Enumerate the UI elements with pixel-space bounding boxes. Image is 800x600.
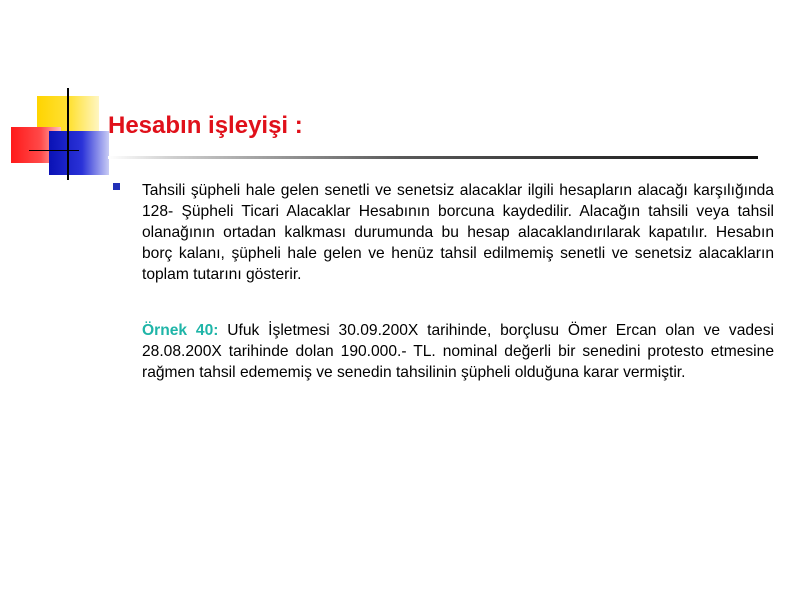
example-label: Örnek 40:: [142, 322, 219, 339]
slide-title: Hesabın işleyişi :: [108, 112, 303, 139]
paragraph-main: Tahsili şüpheli hale gelen senetli ve senetsiz alacaklar ilgili hesapların alacağı karşılığında 128- Şüpheli Ticari Alacaklar Hesabının borcuna kaydedilir. Alacağın tahsili veya tahsil olanağının ortadan kalkması durumunda bu hesap alacaklandırılarak kapatılır. Hesabın borç kalanı, şüpheli hale gelen ve henüz tahsil edilmemiş senetli ve senetsiz alacakların toplam tutarını gösterir.: [142, 182, 774, 283]
bullet-square-icon: [113, 183, 120, 190]
blue-square: [49, 131, 109, 175]
example-text: Ufuk İşletmesi 30.09.200X tarihinde, borçlusu Ömer Ercan olan ve vadesi 28.08.200X tarihinde dolan 190.000.- TL. nominal değerli bir senedini protesto etmesine rağmen tahsil edememiş ve senedin tahsilinin şüpheli olduğuna karar vermiştir.: [142, 322, 774, 381]
logo-vertical-line: [67, 88, 69, 180]
logo-horizontal-line: [29, 150, 79, 151]
decorative-logo: [0, 0, 120, 190]
paragraph-example: [142, 320, 774, 383]
title-divider: [108, 156, 758, 159]
